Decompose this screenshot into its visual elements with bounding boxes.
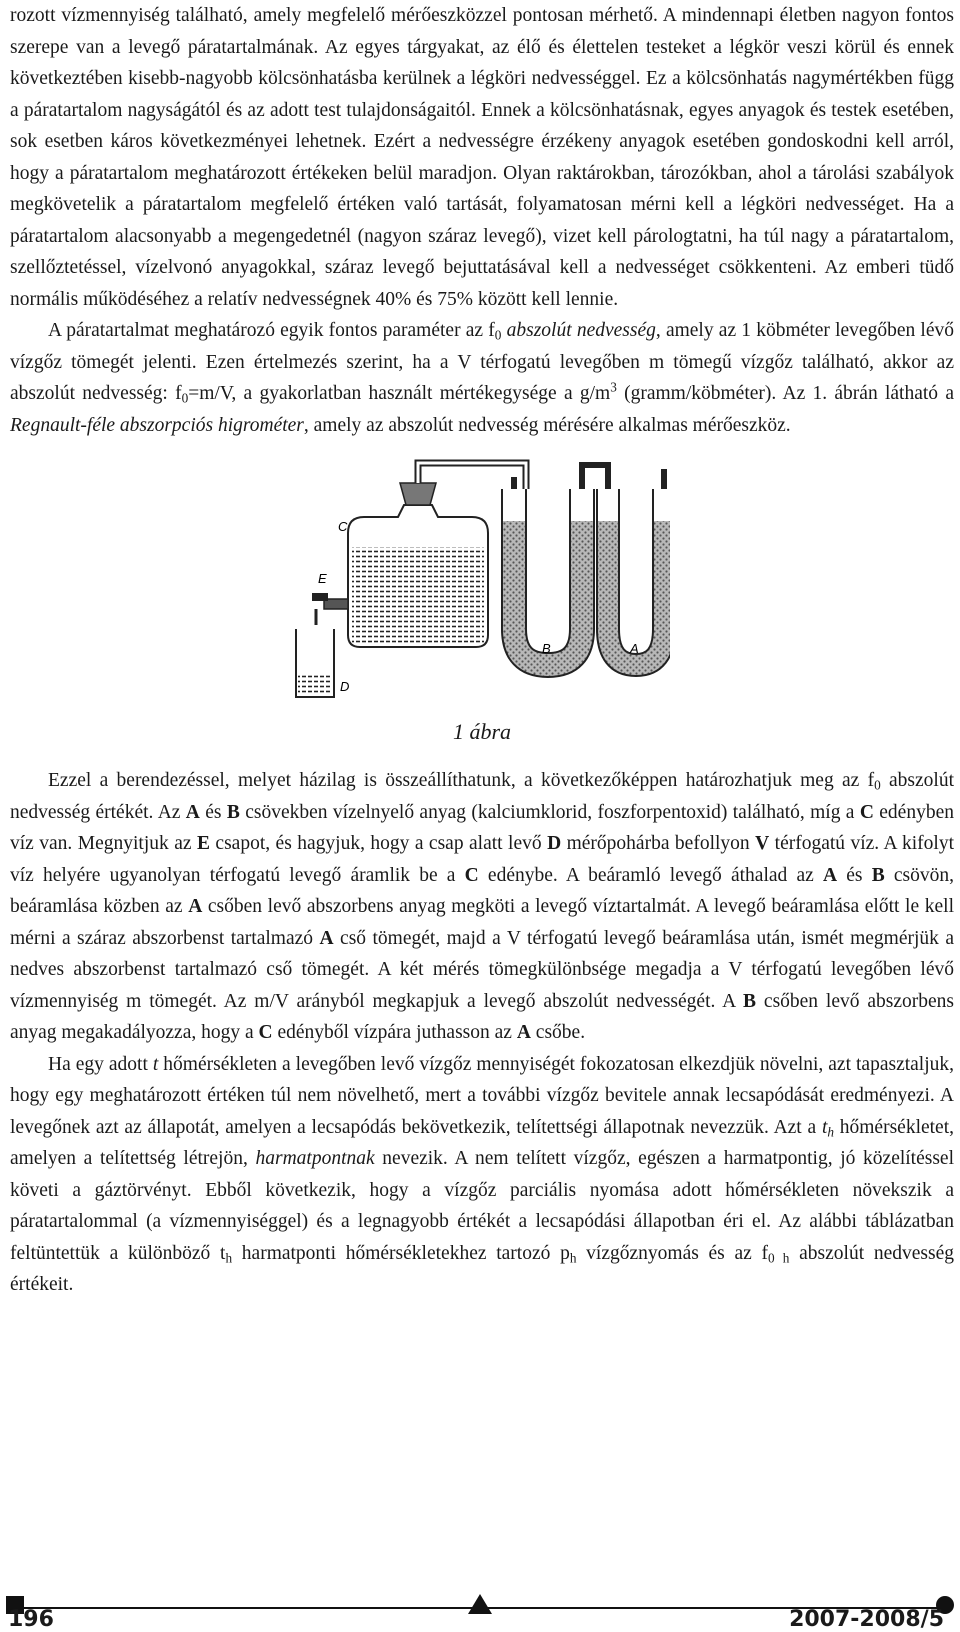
term-absolute-humidity: abszolút nedvesség — [506, 320, 656, 341]
vessel-c — [348, 483, 488, 647]
label-e: E — [318, 571, 327, 586]
hygrometer-diagram — [290, 459, 670, 703]
article-page — [10, 0, 954, 1301]
tap-e — [312, 593, 348, 625]
term-dew-point: harmatpontnak — [255, 1148, 375, 1169]
label-b: B — [542, 641, 551, 656]
label-a: A — [630, 641, 639, 656]
figure-regnault-hygrometer — [10, 459, 954, 703]
beaker-d — [296, 629, 334, 697]
term-regnault-hygrometer: Regnault-féle abszorpciós higrométer — [10, 414, 304, 436]
triangle-marker-icon — [468, 1594, 492, 1614]
page-footer — [0, 1590, 960, 1630]
paragraph-dew-point: Ha egy adott t hőmérsékleten a levegőben levő vízgőz mennyiségét fokozatosan elkezdjük növelni, azt tapasztaljuk, hogy egy meghatározott értéken túl nem növelhető, mert a további vízgőz bevitele annak lecsapódását eredményezi. A levegőnek azt az állapotát, amelyen a lecsapódás bekövetkezik, telítettségi állapotnak nevezzük. Azt a $t_h$ hőmérsékletet, amelyen a telítettség létrejön, harmatpontnak nevezik. A nem telített vízgőz, egészen a harmatpontig, jó közelítéssel követi a gáztörvényt. Ebből következik, hogy a vízgőz parciális nyomása adott hőmérsékleten növekszik a páratartalommal (a vízmennyiséggel) és a legnagyobb értékét a lecsapódási állapotban éri el. Az alábbi táblázatban feltüntettük a különböző $t_h$ harmatponti hőmérsékletekhez tartozó $p_h$ vízgőznyomás és az $f_{0 h}$ abszolút nedvesség értékeit. — [10, 1053, 955, 1295]
issue-number: 2007-2008/5 — [789, 1607, 944, 1632]
paragraph-absolute-humidity: A páratartalmat meghatározó egyik fontos paraméter az $f_0$ abszolút nedvesség, amely az 1 köbméter levegőben lévő vízgőz tömegét jelenti. Ezen értelmezés szerint, ha a V térfogatú levegőben m tömegű vízgőz található, akkor az abszolút nedvesség: $f_0=m/V$, a gyakorlatban használt mértékegysége a $g/m^3$ (gramm/köbméter). Az 1. ábrán látható a Regnault-féle abszorpciós higrométer, amely az abszolút nedvesség mérésére alkalmas mérőeszköz. — [10, 320, 954, 436]
paragraph-humidity-importance: rozott vízmennyiség található, amely megfelelő mérőeszközzel pontosan mérhető. A mindennapi életben nagyon fontos szerepe van a levegő páratartalmának. Az egyes tárgyakat, az élő és élettelen testeket a légkör veszi körül és ennek következtében kisebb-nagyobb kölcsönhatásba kerülnek a légköri nedvességgel. Ez a kölcsönhatás nagymértékben függ a páratartalom nagyságától és az adott test tulajdonságaitól. Ennek a kölcsönhatásnak, egyes anyagok és testek esetében, sok esetben káros következményei lehetnek. Ezért a nedvességre érzékeny anyagok esetében gondoskodni kell arról, hogy a páratartalom meghatározott értékeken belül maradjon. Olyan raktárokban, tározókban, ahol a tárolási szabályok megkövetelik a páratartalom megfelelő értéken való tartását, folyamatosan mérni kell a légköri nedvességet. Ha a páratartalom alacsonyabb a megengedetnél (nagyon száraz levegő), vizet kell párologtatni, ha túl nagy a páratartalom, szellőztetéssel, vízelvonó anyagokkal, száraz levegő bejuttatásával kell a nedvességet csökkenteni. Az emberi tüdő normális működéséhez a relatív nedvességnek 40% és 75% között kell lennie. — [10, 5, 954, 310]
label-c: C — [338, 519, 348, 534]
paragraph-measurement-procedure: Ezzel a berendezéssel, melyet házilag is összeállíthatunk, a következőképpen határozhatjuk meg az $f_0$ abszolút nedvesség értékét. Az A és B csövekben vízelnyelő anyag (kalciumklorid, foszforpentoxid) található, míg a C edényben víz van. Megnyitjuk az E csapot, és hagyjuk, hogy a csap alatt levő D mérőpohárba befollyon V térfogatú víz. A kifolyt víz helyére ugyanolyan térfogatú levegő áramlik be a C edénybe. A beáramló levegő áthalad az A és B csövön, beáramlása közben az A csőben levő abszorbens anyag megköti a levegő víztartalmát. A levegő beáramlása előtt le kell mérni a száraz abszorbenst tartalmazó A cső tömegét, majd a V térfogatú levegő beáramlása után, ismét megmérjük a nedves abszorbenst tartalmazó cső tömegét. A két mérés tömegkülönbsége megadja a V térfogatú levegőben lévő vízmennyiség m tömegét. Az m/V arányból megkapjuk a levegő abszolút nedvességét. A B csőben levő abszorbens anyag megakadályozza, hogy a C edényből vízpára juthasson az A csőbe. — [10, 770, 955, 1043]
label-d: D — [340, 679, 350, 694]
figure-caption: 1 ábra — [452, 719, 512, 744]
u-tube-b — [514, 477, 582, 665]
page-number: 196 — [8, 1607, 54, 1632]
u-tube-a — [608, 469, 664, 665]
